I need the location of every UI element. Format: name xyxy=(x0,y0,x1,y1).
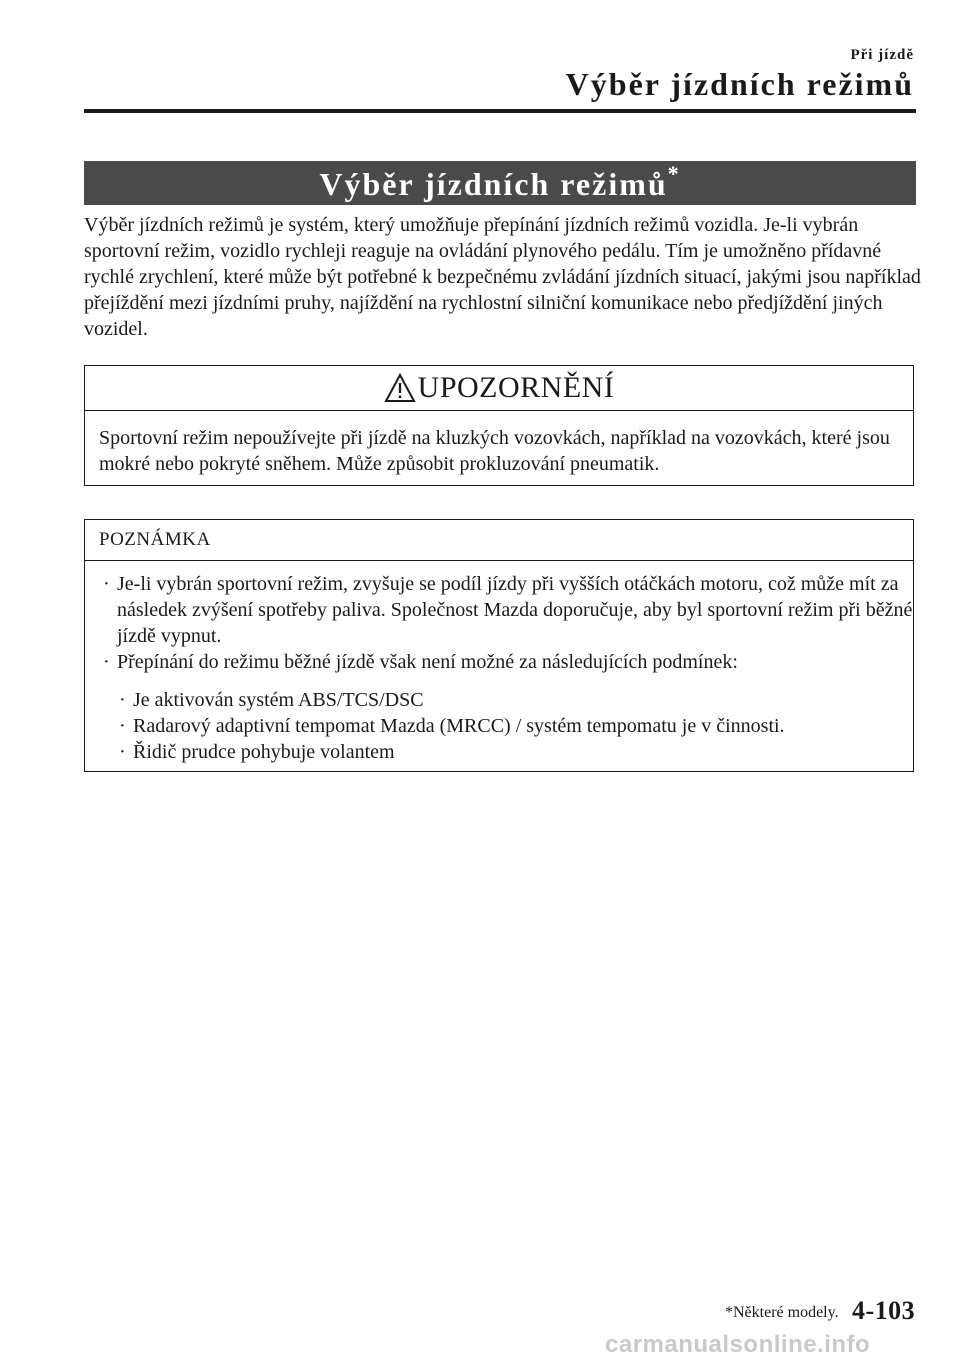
bullet-dot-icon: · xyxy=(103,573,110,595)
note-item-text: Je-li vybrán sportovní režim, zvyšuje se podíl jízdy při vyšších otáčkách motoru, což může mít za následek zvýšení spotřeby paliva. Společnost Mazda doporučuje, aby byl sportovní režim při běžné jízdě vypnut. xyxy=(117,573,913,647)
warning-triangle-icon xyxy=(384,373,416,403)
condition-text: Řidič prudce pohybuje volantem xyxy=(133,741,395,763)
section-title-banner xyxy=(84,161,916,205)
conditions-list xyxy=(117,687,913,765)
note-box xyxy=(84,519,914,772)
running-header-title: Výběr jízdních režimů xyxy=(565,66,914,102)
intro-paragraph: Výběr jízdních režimů je systém, který umožňuje přepínání jízdních režimů vozidla. Je-li vybrán sportovní režim, vozidlo rychleji reaguje na ovládání plynového pedálu. Tím je umožněno přídavné rychlé zrychlení, které může být potřebné k bezpečnému zvládání jízdních situací, jakými jsou například přejíždění mezi jízdními pruhy, najíždění na rychlostní silniční komunikace nebo předjíždění jiných vozidel. xyxy=(84,214,921,340)
bullet-dot-icon: · xyxy=(119,689,126,711)
note-list xyxy=(85,571,913,765)
condition-item xyxy=(117,713,913,739)
section-title: Výběr jízdních režimů xyxy=(319,166,668,202)
running-header-chapter: Při jízdě xyxy=(850,47,914,63)
condition-text: Radarový adaptivní tempomat Mazda (MRCC) / systém tempomatu je v činnosti. xyxy=(133,715,785,737)
note-item xyxy=(85,649,913,765)
bullet-dot-icon: · xyxy=(103,651,110,673)
page-number: 4-103 xyxy=(852,1296,916,1325)
warning-text: Sportovní režim nepoužívejte při jízdě na kluzkých vozovkách, například na vozovkách, které jsou mokré nebo pokryté sněhem. Může způsobit prokluzování pneumatik. xyxy=(99,427,890,475)
condition-item xyxy=(117,739,913,765)
warning-header xyxy=(85,366,913,411)
condition-item xyxy=(117,687,913,713)
warning-box xyxy=(84,365,914,486)
bullet-dot-icon: · xyxy=(119,741,126,763)
note-item xyxy=(85,571,913,649)
condition-text: Je aktivován systém ABS/TCS/DSC xyxy=(133,689,424,711)
header-divider xyxy=(84,109,916,113)
footnote: *Některé modely. xyxy=(725,1304,839,1321)
watermark: carmanualsonline.info xyxy=(605,1331,871,1358)
note-item-text: Přepínání do režimu běžné jízdě však není možné za následujících podmínek: xyxy=(117,651,738,673)
warning-title: UPOZORNĚNÍ xyxy=(417,371,615,404)
section-title-marker: * xyxy=(667,161,681,186)
bullet-dot-icon: · xyxy=(119,715,126,737)
note-title: POZNÁMKA xyxy=(85,520,913,561)
